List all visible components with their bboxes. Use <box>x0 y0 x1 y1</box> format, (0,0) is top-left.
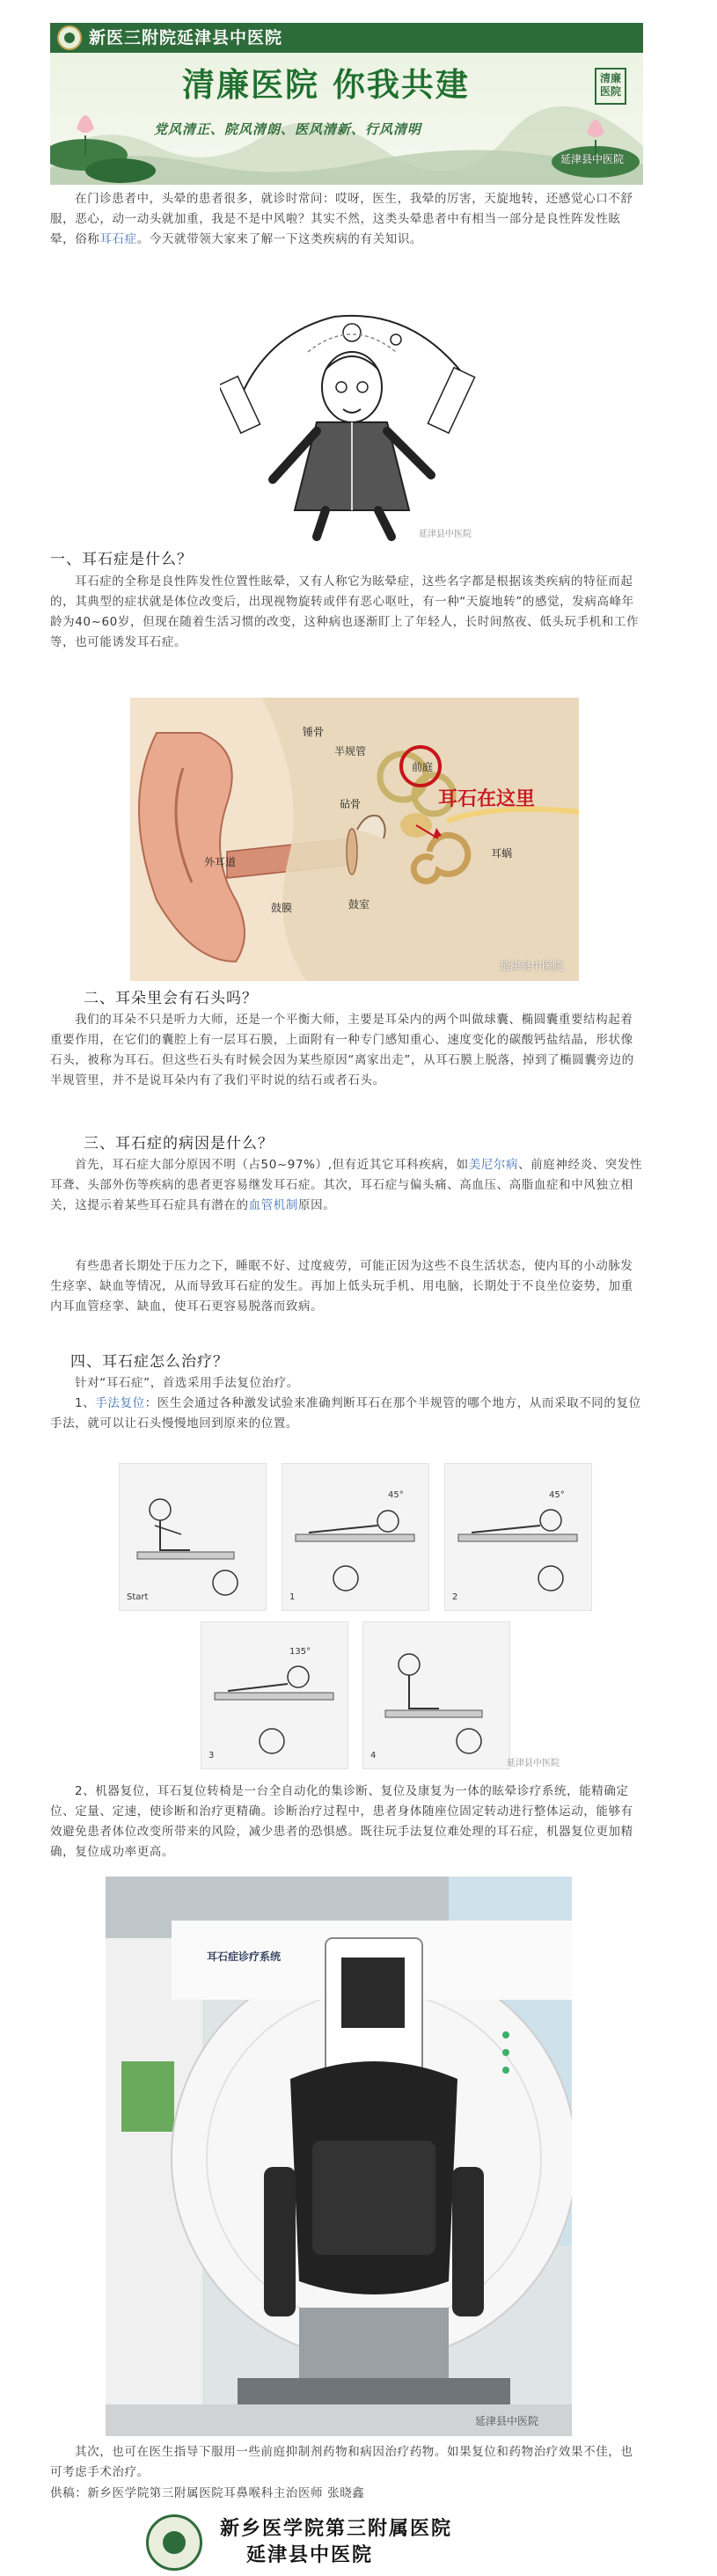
banner-seal: 清廉医院 <box>599 72 621 98</box>
machine-brand-label: 耳石症诊疗系统 <box>207 1950 282 1963</box>
ear-label-canals: 半规管 <box>334 745 367 757</box>
maneuver-panel-start <box>119 1463 267 1611</box>
ear-callout-label: 耳石在这里 <box>438 788 536 810</box>
panel-start-label: Start <box>127 1592 149 1602</box>
img2-watermark: 延津县中医院 <box>500 960 564 972</box>
img4-watermark: 延津县中医院 <box>475 2415 539 2427</box>
repositioning-chair-image <box>106 1877 572 2436</box>
ear-label-anvil: 砧骨 <box>340 798 362 810</box>
s4-text1: ：医生会通过各种激发试验来准确判断耳石在那个半规管的哪个地方，从而采取不同的复位手法，就可以让石头慢慢地回到原来的位置。 <box>50 1396 641 1431</box>
intro-link-ershi[interactable]: 耳石症 <box>99 232 137 246</box>
footer-line1: 新乡医学院第三附属医院 <box>220 2517 453 2540</box>
s1-paragraph: 耳石症的全称是良性阵发性位置性眩晕，又有人称它为眩晕症，这些名字都是根据该类疾病的特征而起的，其典型的症状就是体位改变后，出现视物旋转或伴有恶心呕吐，有一种“天旋地转”的感觉，发病高峰年龄为40~60岁，但现在随着生活习惯的改变，这种病也逐渐盯上了年轻人，长时间熬夜、低头玩手机和工作等，也可能诱发耳石症。 <box>50 574 640 649</box>
panel-1-num: 1 <box>289 1592 296 1602</box>
panel-2-num: 2 <box>452 1592 458 1602</box>
ear-label-eardrum: 鼓膜 <box>271 902 293 914</box>
img3-watermark: 延津县中医院 <box>507 1759 560 1768</box>
maneuver-panel-1 <box>282 1463 429 1611</box>
s3-link-meniere[interactable]: 美尼尔病 <box>468 1158 519 1172</box>
s6-paragraph: 其次，也可在医生指导下服用一些前庭抑制剂药物和病因治疗药物。如果复位和药物治疗效果不佳，也可考虑手术治疗。 <box>50 2445 633 2479</box>
ear-label-canal: 外耳道 <box>204 856 237 868</box>
footer-banner <box>132 2507 589 2574</box>
banner-logo-icon <box>58 26 81 49</box>
s3-text1: 首先，耳石症大部分原因不明（占50~97%）,但有近其它耳科疾病，如 <box>75 1158 469 1172</box>
s3-text1b: 、前庭神经炎、突发性耳聋、头部外伤等疾病的患者更容易继发耳石症。其次，耳石症与偏头痛、高血压、高脂血症和中风独立相关，这提示着某些耳石症具有潜在的 <box>50 1158 643 1212</box>
panel-3-num: 3 <box>209 1751 215 1760</box>
s4-intro: 针对“耳石症”，首选采用手法复位治疗。 <box>75 1376 299 1390</box>
panel-3-angle: 135° <box>289 1647 311 1657</box>
ear-label-mallet: 锤骨 <box>303 726 325 738</box>
s4-link-manual[interactable]: 手法复位 <box>95 1396 145 1410</box>
banner <box>50 23 643 185</box>
panel-1-angle: 45° <box>388 1490 404 1500</box>
maneuver-panel-4 <box>362 1621 510 1769</box>
banner-watermark: 延津县中医院 <box>560 153 625 165</box>
maneuver-panel-3 <box>201 1621 348 1769</box>
maneuver-panel-2 <box>444 1463 592 1611</box>
intro-tail: 。今天就带领大家来了解一下这类疾病的有关知识。 <box>136 232 423 246</box>
s2-paragraph: 我们的耳朵不只是听力大师，还是一个平衡大师，主要是耳朵内的两个叫做球囊、椭圆囊重要结构起着重要作用，在它们的囊腔上有一层耳石膜，上面附有一种专门感知重心、速度变化的碳酸钙盐结晶，形状像石头，被称为耳石。但这些石头有时候会因为某些原因“离家出走”，从耳石膜上脱落，掉到了椭圆囊旁边的半规管里，并不是说耳朵内有了我们平时说的结石或者石头。 <box>50 1013 634 1087</box>
img1-watermark: 延津县中医院 <box>419 530 472 539</box>
footer-line2: 延津县中医院 <box>246 2543 374 2566</box>
s3-text1c: 原因。 <box>298 1198 336 1212</box>
banner-subtitle: 党风清正、院风清朗、医风清新、行风清明 <box>154 121 422 137</box>
banner-slogan: 清廉医院 你我共建 <box>182 65 470 104</box>
s4-heading: 四、耳石症怎么治疗？ <box>70 1353 229 1371</box>
s5-paragraph: 2、机器复位，耳石复位转椅是一台全自动化的集诊断、复位及康复为一体的眩晕诊疗系统，能精确定位、定量、定速，使诊断和治疗更精确。诊断治疗过程中，患者身体随座位固定转动进行整体运动，能够有效避免患者体位改变所带来的风险，减少患者的恐惧感。既往玩手法复位难处理的耳石症，机器复位更加精确，复位成功率更高。 <box>50 1784 633 1859</box>
ear-label-tympanic: 鼓室 <box>348 898 370 911</box>
s2-heading: 二、耳朵里会有石头吗？ <box>84 990 258 1007</box>
ear-anatomy-image <box>130 698 579 981</box>
s1-heading: 一、耳石症是什么？ <box>50 551 193 568</box>
s4-num: 1、 <box>75 1396 96 1410</box>
intro-paragraph <box>50 189 643 250</box>
maneuver-diagram <box>114 1456 598 1773</box>
footer-logo-icon <box>146 2514 202 2571</box>
ear-label-vestibule: 前庭 <box>412 761 434 773</box>
s3-heading: 三、耳石症的病因是什么？ <box>84 1135 274 1153</box>
s3-paragraph-1 <box>50 1155 643 1216</box>
byline: 供稿：新乡医学院第三附属医院耳鼻喉科主治医师 张晓鑫 <box>50 2486 365 2500</box>
s3-paragraph-2: 有些患者长期处于压力之下，睡眠不好、过度疲劳，可能正因为这些不良生活状态，使内耳的小动脉发生痉挛、缺血等情况，从而导致耳石症的发生。再加上低头玩手机、用电脑，长期处于不良坐位姿势，加重内耳血管痉挛、缺血，使耳石更容易脱落而致病。 <box>50 1259 633 1314</box>
panel-2-angle: 45° <box>549 1490 565 1500</box>
ear-label-cochlea: 耳蜗 <box>491 847 513 860</box>
panel-4-num: 4 <box>370 1751 377 1760</box>
s4-paragraph-1 <box>50 1394 643 1434</box>
s3-link-vascular[interactable]: 血管机制 <box>248 1198 299 1212</box>
banner-hospital-name: 新医三附院延津县中医院 <box>89 28 283 48</box>
dizzy-cartoon-image <box>220 299 484 544</box>
intro-text: 在门诊患者中，头晕的患者很多，就诊时常问：哎呀，医生，我晕的厉害，天旋地转，还感觉心口不舒服，恶心，动一动头就加重，我是不是中风啦？其实不然，这类头晕患者中有相当一部分是良性阵发性眩晕，俗称 <box>50 192 633 246</box>
